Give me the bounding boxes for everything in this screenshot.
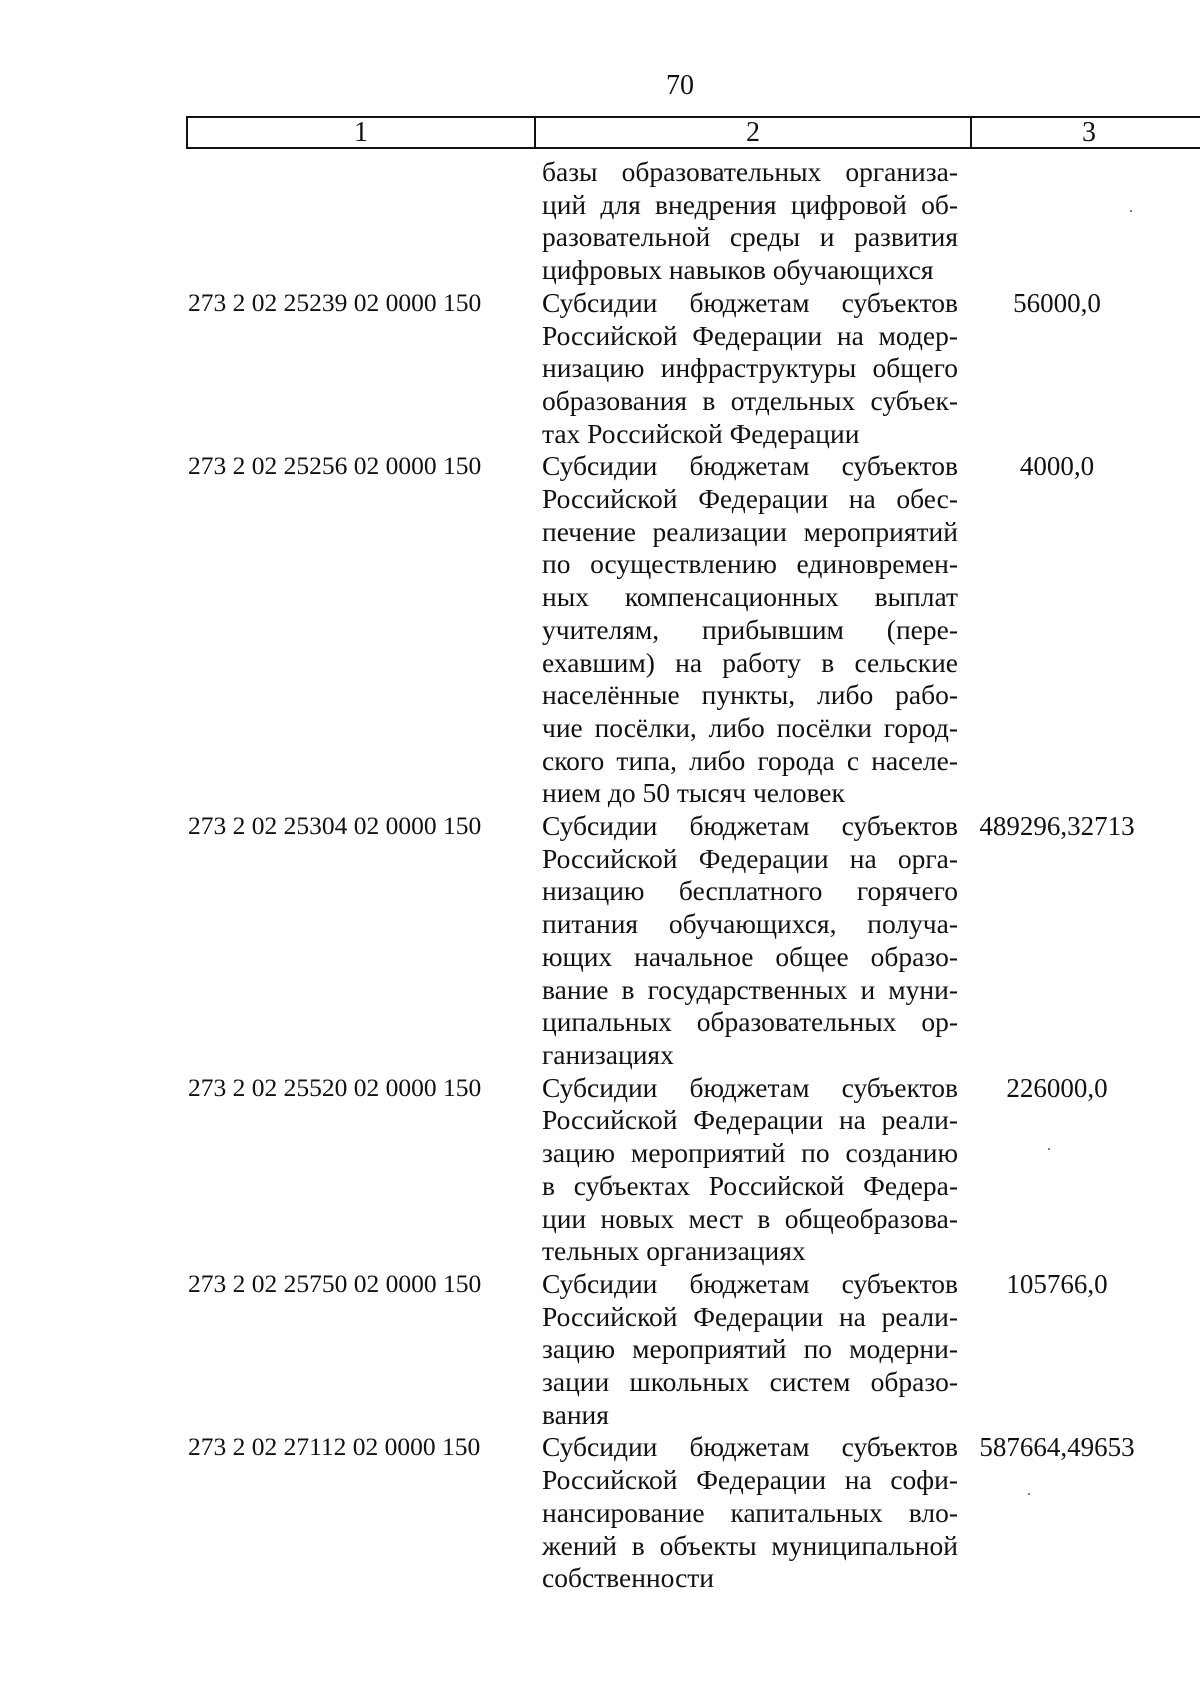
description-line: базы образовательных организа- bbox=[542, 156, 958, 187]
description-line: низацию бесплатного горячего bbox=[542, 875, 958, 907]
budget-code: 273 2 02 25239 02 0000 150 bbox=[188, 287, 482, 317]
description-line: зацию мероприятий по созданию bbox=[542, 1137, 958, 1169]
table-row bbox=[0, 810, 1200, 1072]
income-description bbox=[542, 810, 958, 1072]
description-line: учителям, прибывшим (пере- bbox=[542, 613, 958, 645]
page-number: 70 bbox=[666, 70, 694, 101]
description-line: ных компенсационных выплат bbox=[542, 581, 958, 613]
description-line: образования в отдельных субъек- bbox=[542, 384, 958, 416]
description-line: вание в государственных и муни- bbox=[542, 973, 958, 1005]
budget-code: 273 2 02 25256 02 0000 150 bbox=[188, 451, 482, 481]
scan-speck bbox=[1130, 210, 1132, 212]
description-line: ющих начальное общее образо- bbox=[542, 940, 958, 972]
description-line: в субъектах Российской Федера- bbox=[542, 1169, 958, 1201]
description-line: разовательной среды и развития bbox=[542, 221, 958, 253]
table-row bbox=[0, 450, 1200, 810]
amount: 105766,0 bbox=[1006, 1268, 1108, 1299]
description-line: Субсидии бюджетам субъектов bbox=[542, 1267, 958, 1299]
income-description bbox=[542, 1431, 958, 1595]
description-line: Российской Федерации на реали- bbox=[542, 1104, 958, 1136]
description-line: Российской Федерации на реали- bbox=[542, 1300, 958, 1332]
amount: 587664,49653 bbox=[979, 1432, 1135, 1463]
income-description bbox=[542, 1268, 958, 1432]
header-col-2: 2 bbox=[534, 118, 970, 147]
description-line: по осуществлению единовремен- bbox=[542, 548, 958, 580]
description-line: тах Российской Федерации bbox=[542, 417, 860, 449]
amount: 489296,32713 bbox=[979, 811, 1135, 842]
description-line: ципальных образовательных ор- bbox=[542, 1006, 958, 1038]
description-line: цифровых навыков обучающихся bbox=[542, 254, 934, 286]
description-line: ганизациях bbox=[542, 1038, 674, 1070]
scan-speck bbox=[1048, 1148, 1050, 1150]
budget-code bbox=[0, 156, 542, 287]
header-col-3: 3 bbox=[970, 118, 1200, 147]
header-col-1: 1 bbox=[354, 116, 368, 148]
description-line: Субсидии бюджетам субъектов bbox=[542, 286, 958, 318]
description-line: ехавшим) на работу в сельские bbox=[542, 646, 958, 678]
description-line: нансирование капитальных вло- bbox=[542, 1496, 958, 1528]
income-description bbox=[542, 450, 958, 810]
description-line: чие посёлки, либо посёлки город- bbox=[542, 711, 958, 743]
amount bbox=[962, 156, 1152, 287]
description-line: печение реализации мероприятий bbox=[542, 515, 958, 547]
description-line: Российской Федерации на софи- bbox=[542, 1464, 958, 1496]
budget-code: 273 2 02 25750 02 0000 150 bbox=[188, 1268, 482, 1298]
table-body bbox=[0, 156, 1200, 1595]
description-line: ций для внедрения цифровой об- bbox=[542, 188, 958, 220]
description-line: тельных организациях bbox=[542, 1235, 806, 1267]
budget-code: 273 2 02 25520 02 0000 150 bbox=[188, 1072, 482, 1102]
description-line: жений в объекты муниципальной bbox=[542, 1529, 958, 1561]
description-line: ции новых мест в общеобразова- bbox=[542, 1202, 958, 1234]
amount: 56000,0 bbox=[1013, 287, 1101, 318]
table-row bbox=[0, 156, 1200, 287]
scan-speck bbox=[1028, 1493, 1030, 1495]
description-line: Российской Федерации на орга- bbox=[542, 842, 958, 874]
description-line: Российской Федерации на обес- bbox=[542, 483, 958, 515]
table-row bbox=[0, 287, 1200, 451]
description-line: собственности bbox=[542, 1562, 715, 1594]
description-line: Субсидии бюджетам субъектов bbox=[542, 1071, 958, 1103]
description-line: Субсидии бюджетам субъектов bbox=[542, 1431, 958, 1463]
description-line: питания обучающихся, получа- bbox=[542, 908, 958, 940]
table-row bbox=[0, 1431, 1200, 1595]
income-description bbox=[542, 287, 958, 451]
amount: 4000,0 bbox=[1019, 451, 1095, 482]
description-line: зации школьных систем образо- bbox=[542, 1366, 958, 1398]
description-line: населённые пункты, либо рабо- bbox=[542, 679, 958, 711]
description-line: зацию мероприятий по модерни- bbox=[542, 1333, 958, 1365]
description-line: Российской Федерации на модер- bbox=[542, 319, 958, 351]
description-line: Субсидии бюджетам субъектов bbox=[542, 810, 958, 842]
description-line: нием до 50 тысяч человек bbox=[542, 777, 845, 809]
table-row bbox=[0, 1072, 1200, 1268]
description-line: Субсидии бюджетам субъектов bbox=[542, 450, 958, 482]
description-line: ского типа, либо города с населе- bbox=[542, 744, 958, 776]
table-row bbox=[0, 1268, 1200, 1432]
description-line: низацию инфраструктуры общего bbox=[542, 352, 958, 384]
table-header bbox=[186, 116, 1200, 149]
income-description bbox=[542, 1072, 958, 1268]
amount: 226000,0 bbox=[1006, 1072, 1108, 1103]
budget-code: 273 2 02 27112 02 0000 150 bbox=[188, 1432, 481, 1462]
description-line: вания bbox=[542, 1398, 609, 1430]
budget-code: 273 2 02 25304 02 0000 150 bbox=[188, 811, 482, 841]
income-description bbox=[542, 156, 958, 287]
